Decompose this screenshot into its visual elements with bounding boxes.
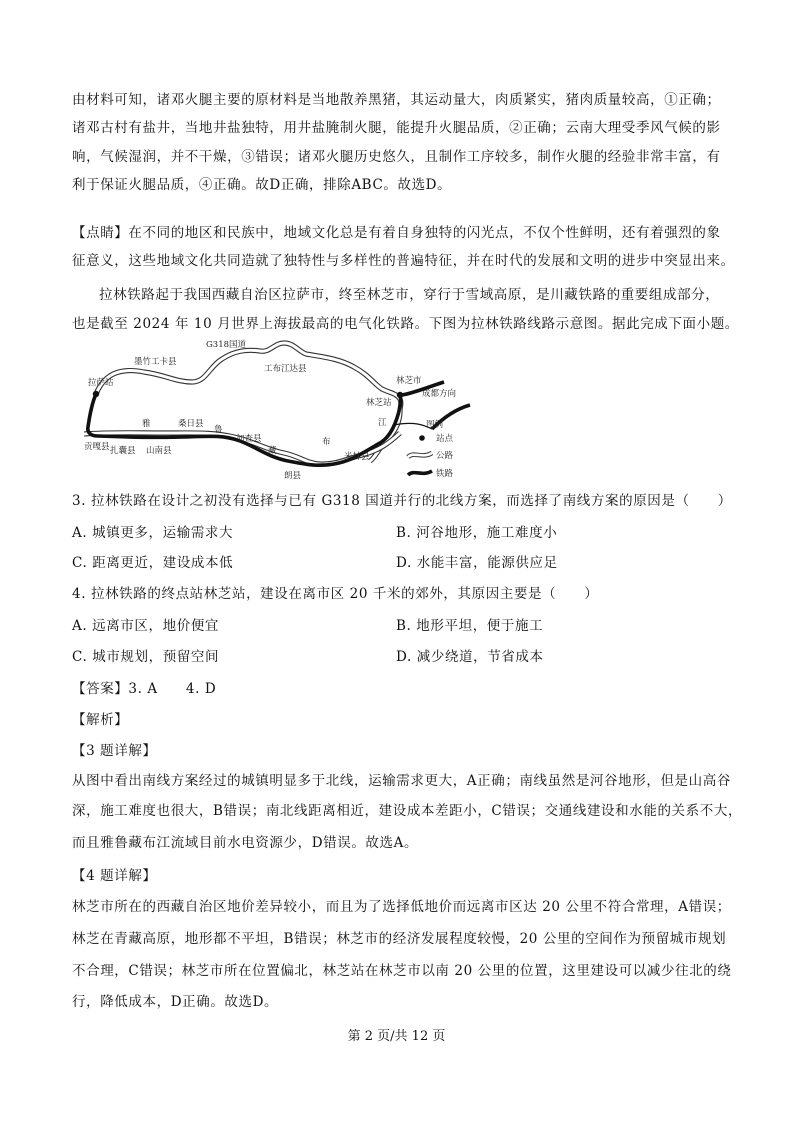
q4-detail-line: 不合理，C错误；林芝市所在位置偏北，林芝站在林芝市以南 20 公里的位置，这里建设可以减少往北的绕 — [72, 963, 732, 979]
map-legend — [408, 419, 454, 479]
map-label-mozhu: 墨竹工卡县 — [134, 357, 177, 367]
map-label-shannan: 山南县 — [146, 446, 172, 456]
map-label-bu: 布 — [322, 437, 331, 447]
analysis-label: 【解析】 — [72, 712, 129, 728]
map-label-milin: 米林县 — [344, 452, 370, 462]
paragraph-line: 由材料可知，诸邓火腿主要的原材料是当地散养黑猪，其运动量大，肉质紧实，猪肉质量较高，①正确； — [72, 92, 721, 108]
map-label-langxian: 朗县 — [284, 471, 302, 481]
dianjing-line: 征意义，这些地域文化共同造就了独特性与多样性的普遍特征，并在时代的发展和文明的进步中突显出来。 — [72, 253, 735, 269]
map-label-nyingchi-station: 林芝站 — [366, 398, 392, 408]
map-label-lhasa-station: 拉萨站 — [88, 378, 114, 388]
q4-detail-line: 林芝在青藏高原，地形都不平坦，B错误；林芝市的经济发展程度较慢，20 公里的空间作为预留城市规划 — [72, 931, 727, 947]
dianjing-line: 【点睛】在不同的地区和民族中，地域文化总是有着自身独特的闪光点，不仅个性鲜明，还有着强烈的象 — [72, 225, 721, 241]
map-label-jiang: 江 — [378, 418, 387, 428]
q4-detail-line: 林芝市所在的西藏自治区地价差异较小，而且为了选择低地价而远离市区达 20 公里不符合常理，A错误； — [72, 899, 731, 915]
page-footer: 第 2 页/共 12 页 — [347, 1029, 446, 1044]
map-label-gongga: 贡嘎县 — [84, 442, 110, 452]
map-label-ya: 雅 — [142, 419, 151, 429]
legend-station-label: 站点 — [436, 434, 454, 444]
legend-rail-line — [408, 471, 432, 475]
intro-line: 拉林铁路起于我国西藏自治区拉萨市，终至林芝市，穿行于雪域高原，是川藏铁路的重要组成部分， — [99, 287, 720, 303]
map-label-g318: G318国道 — [206, 340, 247, 350]
map-label-chengdu: 成都方向 — [422, 389, 457, 399]
q3-option-d: D. 水能丰富，能源供应足 — [396, 555, 558, 571]
q4-option-a: A. 远离市区，地价便宜 — [72, 618, 220, 634]
legend-road-label: 公路 — [436, 451, 454, 461]
map-label-gongbu: 工布江达县 — [264, 364, 307, 374]
map-label-sangri: 桑日县 — [178, 419, 204, 429]
legend-rail-label: 铁路 — [436, 469, 454, 479]
q3-detail-line: 从图中看出南线方案经过的城镇明显多于北线，运输需求更大，A正确；南线虽然是河谷地形，但是山高谷 — [72, 773, 731, 789]
q3-detail-label: 【3 题详解】 — [72, 743, 157, 759]
legend-title: 图例 — [426, 420, 444, 430]
q4-option-b: B. 地形平坦，便于施工 — [396, 618, 544, 634]
q3-option-b: B. 河谷地形，施工难度小 — [396, 525, 558, 541]
q4-detail-label: 【4 题详解】 — [72, 868, 157, 884]
q4-option-c: C. 城市规划，预留空间 — [72, 649, 220, 665]
q3-detail-line: 而且雅鲁藏布江流域目前水电资源少，D错误。故选A。 — [72, 835, 419, 851]
map-label-jiacha: 加查县 — [236, 434, 262, 444]
lhasa-station-dot — [93, 391, 99, 397]
answer-line: 【答案】3. A 4. D — [72, 681, 217, 697]
legend-station-dot — [419, 435, 425, 441]
q4-option-d: D. 减少绕道，节省成本 — [396, 649, 544, 665]
lalin-railway-map — [84, 337, 484, 487]
map-label-zhanang: 扎囊县 — [110, 446, 136, 456]
paragraph-line: 利于保证火腿品质，④正确。故D正确，排除ABC。故选D。 — [72, 177, 452, 193]
q3-option-c: C. 距离更近，建设成本低 — [72, 555, 234, 571]
map-label-nyingchi-city: 林芝市 — [396, 376, 422, 386]
q3-detail-line: 深，施工难度也很大，B错误；南北线距离相近，建设成本差距小，C错误；交通线建设和水能的关系不大， — [72, 803, 743, 819]
q4-detail-line: 行，降低成本，D正确。故选D。 — [72, 994, 279, 1010]
paragraph-line: 响，气候湿润，并不干燥，③错误；诸邓火腿历史悠久，且制作工序较多，制作火腿的经验非常丰富，有 — [72, 149, 721, 165]
map-label-zang: 藏 — [268, 446, 277, 456]
intro-line: 也是截至 2024 年 10 月世界上海拔最高的电气化铁路。下图为拉林铁路线路示意图。据此完成下面小题。 — [72, 316, 739, 332]
question-3-stem: 3. 拉林铁路在设计之初没有选择与已有 G318 国道并行的北线方案，而选择了南线方案的原因是（ ） — [72, 493, 732, 509]
question-4-stem: 4. 拉林铁路的终点站林芝站，建设在离市区 20 千米的郊外，其原因主要是（ ） — [72, 586, 599, 602]
paragraph-line: 诸邓古村有盐井，当地井盐独特，用井盐腌制火腿，能提升火腿品质，②正确；云南大理受季风气候的影 — [72, 120, 721, 136]
map-label-lu: 鲁 — [214, 425, 223, 435]
q3-option-a: A. 城镇更多，运输需求大 — [72, 525, 234, 541]
